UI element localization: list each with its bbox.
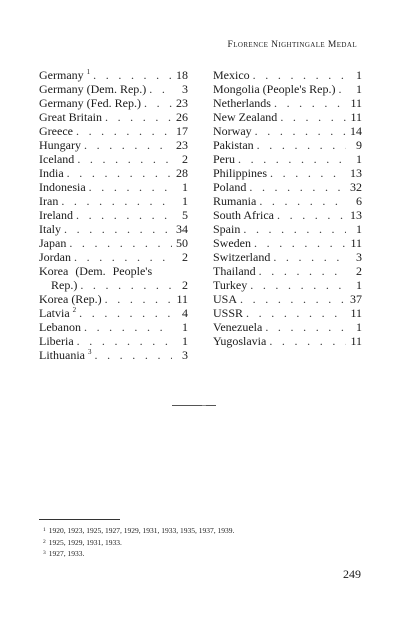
country-name: Hungary xyxy=(39,138,81,152)
dot-leader xyxy=(58,194,172,208)
medal-count: 1 xyxy=(182,194,188,208)
country-row xyxy=(39,292,188,306)
dot-leader xyxy=(262,320,346,334)
country-row xyxy=(213,96,362,110)
country-name: Peru xyxy=(213,152,235,166)
dot-leader xyxy=(254,138,346,152)
dot-leader xyxy=(247,278,346,292)
medal-count: 1 xyxy=(356,152,362,166)
country-row xyxy=(39,264,188,278)
medal-count: 17 xyxy=(176,124,188,138)
footnote-marker: 1 xyxy=(43,527,46,533)
country-row xyxy=(213,292,362,306)
country-row xyxy=(213,320,362,334)
country-name: USA xyxy=(213,292,238,306)
country-name: Sweden xyxy=(213,236,251,250)
country-name: Iran xyxy=(39,194,59,208)
country-row xyxy=(39,348,188,362)
country-name: Liberia xyxy=(39,334,74,348)
dot-leader xyxy=(81,138,172,152)
country-row xyxy=(39,180,188,194)
country-name: Norway xyxy=(213,124,252,138)
medal-count: 2 xyxy=(182,250,188,264)
medal-count: 11 xyxy=(350,96,362,110)
country-row xyxy=(213,222,362,236)
dot-leader xyxy=(102,292,172,306)
dot-leader xyxy=(250,68,346,82)
medal-count: 11 xyxy=(350,110,362,124)
country-row xyxy=(213,250,362,264)
country-name: Indonesia xyxy=(39,180,86,194)
country-row xyxy=(39,334,188,348)
medal-count: 11 xyxy=(350,236,362,250)
footnote xyxy=(39,525,234,537)
medal-count: 18 xyxy=(176,68,188,82)
country-row xyxy=(39,110,188,124)
running-header: Florence Nightingale Medal xyxy=(227,40,357,50)
country-row xyxy=(39,68,188,82)
medal-count: 2 xyxy=(182,278,188,292)
country-name: Switzerland xyxy=(213,250,271,264)
medal-count: 28 xyxy=(176,166,188,180)
country-name: Rumania xyxy=(213,194,257,208)
footnote-marker: 1 xyxy=(86,68,91,76)
country-row xyxy=(213,110,362,124)
dot-leader xyxy=(76,306,172,320)
dot-leader xyxy=(146,82,172,96)
country-row xyxy=(213,264,362,278)
country-name: Lebanon xyxy=(39,320,81,334)
medal-count: 23 xyxy=(176,138,188,152)
country-name: Lithuania $^3$ xyxy=(39,348,92,362)
country-name: Italy xyxy=(39,222,61,236)
country-row xyxy=(39,124,188,138)
country-row xyxy=(213,152,362,166)
country-row xyxy=(213,194,362,208)
country-row xyxy=(213,278,362,292)
country-row xyxy=(213,138,362,152)
medal-count: 1 xyxy=(356,278,362,292)
dot-leader xyxy=(246,180,346,194)
country-row xyxy=(213,124,362,138)
country-name: Rep.) xyxy=(51,278,78,292)
country-row xyxy=(39,278,188,292)
medal-count: 11 xyxy=(350,306,362,320)
country-name: Jordan xyxy=(39,250,71,264)
country-row xyxy=(213,334,362,348)
page-number: 249 xyxy=(343,567,361,581)
dot-leader xyxy=(237,292,346,306)
dot-leader xyxy=(64,166,172,180)
medal-count: 23 xyxy=(176,96,188,110)
dot-leader xyxy=(274,208,346,222)
country-row xyxy=(213,306,362,320)
dot-leader xyxy=(66,236,172,250)
country-name: Spain xyxy=(213,222,241,236)
dot-leader xyxy=(266,334,346,348)
dot-leader xyxy=(271,96,346,110)
country-row xyxy=(213,208,362,222)
country-row xyxy=(39,208,188,222)
medal-count: 37 xyxy=(350,292,362,306)
country-name: Netherlands xyxy=(213,96,271,110)
section-separator xyxy=(172,405,216,407)
medal-count: 3 xyxy=(182,82,188,96)
country-row xyxy=(39,152,188,166)
country-name: Thailand xyxy=(213,264,256,278)
dot-leader xyxy=(74,334,172,348)
dot-leader xyxy=(335,82,346,96)
country-row xyxy=(213,236,362,250)
country-name: Great Britain xyxy=(39,110,102,124)
country-name: South Africa xyxy=(213,208,274,222)
dot-leader xyxy=(86,180,172,194)
dot-leader xyxy=(243,306,346,320)
country-row xyxy=(39,236,188,250)
country-row xyxy=(39,222,188,236)
country-row xyxy=(39,166,188,180)
country-name: Venezuela xyxy=(213,320,263,334)
right-column xyxy=(213,68,362,348)
dot-leader xyxy=(71,250,172,264)
dot-leader xyxy=(73,124,172,138)
medal-count: 1 xyxy=(182,180,188,194)
country-name: Korea (Dem. People's xyxy=(39,264,153,278)
medal-count: 34 xyxy=(176,222,188,236)
footnote-marker: 2 xyxy=(43,538,46,545)
medal-count: 2 xyxy=(356,264,362,278)
country-name: Mexico xyxy=(213,68,250,82)
country-name: Germany (Dem. Rep.) xyxy=(39,82,147,96)
country-name: Turkey xyxy=(213,278,248,292)
country-row xyxy=(213,180,362,194)
dot-leader xyxy=(252,124,346,138)
dot-leader xyxy=(90,68,172,82)
country-name: Philippines xyxy=(213,166,268,180)
medal-count: 1 xyxy=(356,68,362,82)
dot-leader xyxy=(270,250,346,264)
country-name: USSR xyxy=(213,306,244,320)
medal-count: 3 xyxy=(182,348,188,362)
footnote-marker: 2 xyxy=(72,306,77,314)
country-row xyxy=(213,68,362,82)
country-row xyxy=(213,166,362,180)
country-name: Germany $^1$ xyxy=(39,68,91,82)
country-name: Yugoslavia xyxy=(213,334,267,348)
footnote xyxy=(39,548,234,560)
country-row xyxy=(39,194,188,208)
dot-leader xyxy=(77,278,172,292)
medal-count: 1 xyxy=(356,82,362,96)
country-name: Greece xyxy=(39,124,73,138)
country-name: Pakistan xyxy=(213,138,254,152)
medal-count: 1 xyxy=(182,320,188,334)
medal-count: 1 xyxy=(356,222,362,236)
country-name: India xyxy=(39,166,64,180)
country-row xyxy=(39,82,188,96)
medal-count: 14 xyxy=(350,124,362,138)
medal-count: 6 xyxy=(356,194,362,208)
country-row xyxy=(39,250,188,264)
footnote-marker: 3 xyxy=(87,348,92,356)
left-column xyxy=(39,68,188,362)
country-name: Ireland xyxy=(39,208,73,222)
country-row xyxy=(39,306,188,320)
medal-count: 13 xyxy=(350,166,362,180)
dot-leader xyxy=(91,348,172,362)
dot-leader xyxy=(141,96,172,110)
footnote-marker: 3 xyxy=(43,550,46,556)
footnote xyxy=(39,537,234,549)
dot-leader xyxy=(240,222,346,236)
country-name: Latvia $^2$ xyxy=(39,306,77,320)
medal-count: 11 xyxy=(350,334,362,348)
dot-leader xyxy=(277,110,346,124)
country-row xyxy=(39,138,188,152)
dot-leader xyxy=(73,208,172,222)
medal-count: 4 xyxy=(182,306,188,320)
medal-count: 2 xyxy=(182,152,188,166)
dot-leader xyxy=(256,264,346,278)
dot-leader xyxy=(102,110,172,124)
medal-count: 50 xyxy=(176,236,188,250)
footnote-text: 1927, 1933. xyxy=(48,549,85,558)
footnote-text: 1920, 1923, 1925, 1927, 1929, 1931, 1933, 1935, 1937, 1939. xyxy=(48,526,235,535)
country-name: New Zealand xyxy=(213,110,278,124)
medal-count: 3 xyxy=(356,250,362,264)
country-row xyxy=(39,96,188,110)
footnote-rule xyxy=(39,519,120,520)
medal-count: 9 xyxy=(356,138,362,152)
country-name: Poland xyxy=(213,180,247,194)
footnote-text: 1925, 1929, 1931, 1933. xyxy=(48,537,122,547)
country-name: Mongolia (People's Rep.) xyxy=(213,82,336,96)
dot-leader xyxy=(61,222,172,236)
medal-count: 11 xyxy=(176,292,188,306)
medal-count: 13 xyxy=(350,208,362,222)
medal-count: 26 xyxy=(176,110,188,124)
dot-leader xyxy=(267,166,346,180)
dot-leader xyxy=(256,194,346,208)
country-name: Germany (Fed. Rep.) xyxy=(39,96,141,110)
country-row xyxy=(39,320,188,334)
medal-count: 1 xyxy=(356,320,362,334)
medal-count: 1 xyxy=(182,334,188,348)
footnotes xyxy=(39,525,234,560)
country-row xyxy=(213,82,362,96)
country-name: Korea (Rep.) xyxy=(39,292,102,306)
medal-count: 32 xyxy=(350,180,362,194)
dot-leader xyxy=(235,152,346,166)
dot-leader xyxy=(81,320,172,334)
country-name: Iceland xyxy=(39,152,75,166)
dot-leader xyxy=(74,152,172,166)
country-name: Japan xyxy=(39,236,67,250)
medal-count: 5 xyxy=(182,208,188,222)
dot-leader xyxy=(251,236,346,250)
